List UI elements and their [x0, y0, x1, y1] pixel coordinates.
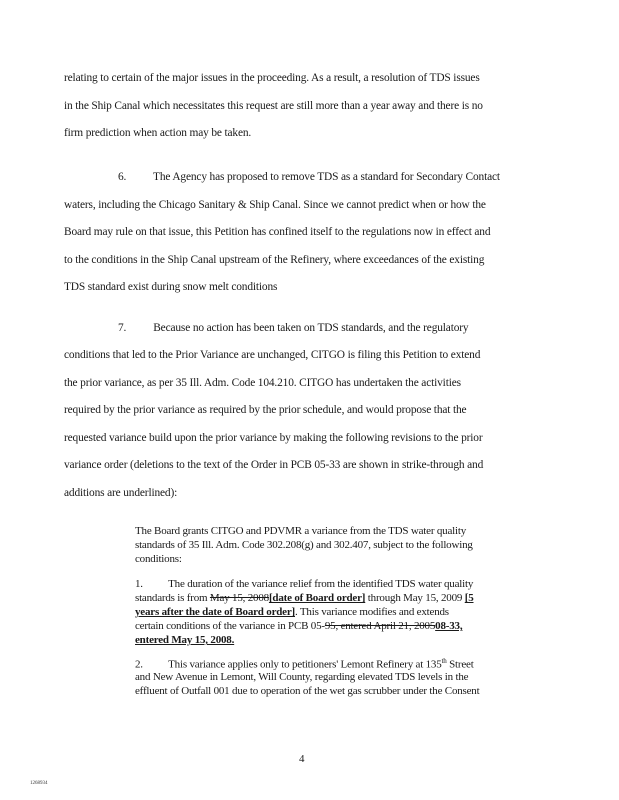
para6-line-1: 6. The Agency has proposed to remove TDS as a standard for Secondary Contact — [118, 171, 500, 183]
para6-line-4: to the conditions in the Ship Canal upstream of the Refinery, where exceedances of the existing — [64, 254, 485, 266]
inserted-duration-cont: years after the date of Board order] — [135, 606, 295, 618]
para6-line-5: TDS standard exist during snow melt conditions — [64, 281, 278, 293]
intro-line-1: relating to certain of the major issues in the proceeding. As a result, a resolution of TDS issues — [64, 72, 480, 84]
para7-line-4: required by the prior variance as required by the prior schedule, and would propose that the — [64, 404, 467, 416]
deleted-date: May 15, 2008 — [209, 592, 269, 604]
intro-line-3: firm prediction when action may be taken. — [64, 127, 252, 139]
para6-line-2: waters, including the Chicago Sanitary & Ship Canal. Since we cannot predict when or how the — [64, 199, 486, 211]
condition-1-text-3: . This variance modifies and extends — [295, 606, 449, 618]
para7-line-7: additions are underlined): — [64, 487, 178, 499]
condition-1-line-1: 1. The duration of the variance relief from the identified TDS water quality — [135, 578, 474, 590]
condition-2-line-1 — [135, 658, 474, 671]
ordinal-suffix: th — [441, 657, 447, 665]
condition-1-line-2 — [135, 593, 474, 604]
quote-line-3: conditions: — [135, 553, 182, 565]
condition-1-text-4: certain conditions of the variance in PCB 05- — [135, 620, 325, 632]
para7-line-3: the prior variance, as per 35 Ill. Adm. Code 104.210. CITGO has undertaken the activities — [64, 377, 461, 389]
para7-line-1: 7. Because no action has been taken on TDS standards, and the regulatory — [118, 322, 469, 334]
inserted-date: [date of Board order] — [268, 592, 366, 604]
para6-line-3: Board may rule on that issue, this Petition has confined itself to the regulations now in effect and — [64, 226, 491, 238]
document-id: 1268934 — [30, 781, 48, 786]
condition-2-text-2: Street — [446, 658, 474, 671]
para7-line-5: requested variance build upon the prior variance by making the following revisions to the prior — [64, 432, 483, 444]
condition-2-text: 2. This variance applies only to petitioners' Lemont Refinery at 135 — [135, 658, 442, 671]
condition-1-line-4 — [135, 621, 462, 632]
para7-line-6: variance order (deletions to the text of the Order in PCB 05-33 are shown in strike-through and — [64, 459, 484, 471]
intro-line-2: in the Ship Canal which necessitates this request are still more than a year away and there is no — [64, 100, 483, 112]
quote-line-2: standards of 35 Ill. Adm. Code 302.208(g) and 302.407, subject to the following — [135, 539, 473, 551]
condition-1-text: standards is from — [135, 592, 210, 604]
condition-2-line-3: effluent of Outfall 001 due to operation of the wet gas scrubber under the Consent — [135, 685, 480, 697]
inserted-duration: [5 — [464, 592, 474, 604]
quote-line-1: The Board grants CITGO and PDVMR a variance from the TDS water quality — [135, 525, 466, 537]
inserted-entered: entered May 15, 2008. — [135, 634, 235, 646]
condition-2-line-2: and New Avenue in Lemont, Will County, regarding elevated TDS levels in the — [135, 671, 469, 683]
page-number: 4 — [299, 753, 305, 765]
deleted-docket: 95, entered April 21, 2005 — [324, 620, 436, 632]
inserted-docket: 08-33, — [435, 620, 463, 632]
para7-line-2: conditions that led to the Prior Variance are unchanged, CITGO is filing this Petition to extend — [64, 349, 481, 361]
condition-1-text-2: through May 15, 2009 — [365, 592, 465, 604]
condition-1-line-5 — [135, 635, 234, 646]
condition-1-line-3 — [135, 607, 449, 618]
